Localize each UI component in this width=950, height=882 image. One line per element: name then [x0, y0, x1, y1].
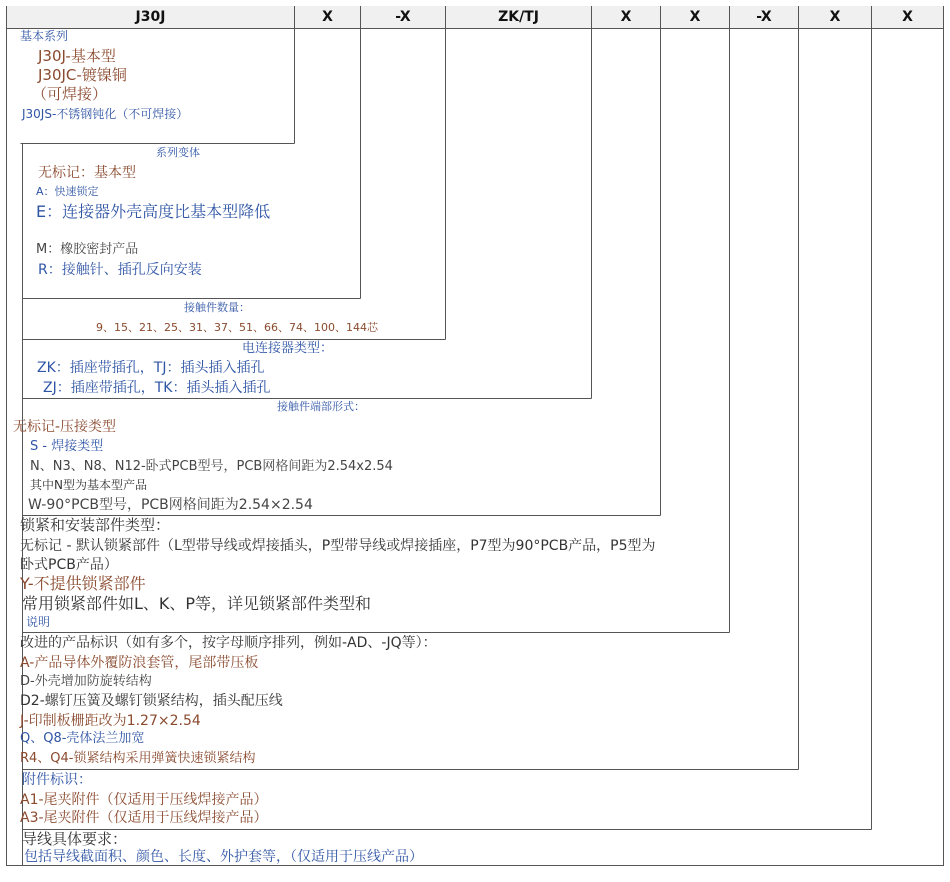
- variant-e: E：连接器外壳高度比基本型降低: [36, 202, 271, 221]
- improve-title: 改进的产品标识（如有多个，按字母顺序排列，例如-AD、-JQ等）：: [20, 635, 437, 651]
- accessory-a3: A3-尾夹附件（仅适用于压线焊接产品）: [20, 810, 268, 826]
- header-col-x1: X: [295, 6, 360, 28]
- improve-a: A-产品导体外覆防浪套管，尾部带压板: [20, 655, 259, 671]
- improve-d: D-外壳增加防旋转结构: [20, 674, 152, 689]
- header-col-x2: X: [592, 6, 660, 28]
- conn-type-line2: ZJ：插座带插孔，TK：插头插入插孔: [43, 380, 271, 396]
- series-basic: J30J-基本型: [38, 47, 116, 65]
- series-title: 基本系列: [20, 29, 69, 43]
- series-nickel-note: （可焊接）: [32, 85, 108, 103]
- lock-default-line2: 卧式PCB产品）: [20, 557, 118, 573]
- variant-a: A：快速锁定: [36, 185, 99, 198]
- header-col-minus-x2: -X: [730, 6, 798, 28]
- lock-default-line1: 无标记 - 默认锁紧部件（L型带导线或焊接插头，P型带导线或焊接插座，P7型为90°PCB产品，P5型为: [20, 538, 656, 554]
- header-col-zk-tj: ZK/TJ: [446, 6, 591, 28]
- header-col-x4: X: [799, 6, 871, 28]
- conn-type-title: 电连接器类型：: [242, 341, 334, 356]
- count-values: 9、15、21、25、31、37、51、66、74、100、144芯: [96, 321, 378, 334]
- termination-w: W-90°PCB型号，PCB网格间距为2.54×2.54: [28, 497, 313, 513]
- lock-note: 说明: [26, 615, 51, 629]
- count-title: 接触件数量：: [184, 301, 250, 314]
- accessory-a1: A1-尾夹附件（仅适用于压线焊接产品）: [20, 792, 268, 808]
- header-col-x5: X: [872, 6, 943, 28]
- termination-none: 无标记-压接类型: [13, 419, 117, 435]
- header-col-x3: X: [661, 6, 729, 28]
- lock-title: 锁紧和安装部件类型：: [20, 516, 171, 534]
- header-col-minus-x1: -X: [361, 6, 445, 28]
- series-stainless: J30JS-不锈钢钝化（不可焊接）: [22, 107, 189, 121]
- variant-title: 系列变体: [156, 146, 200, 159]
- improve-q: Q、Q8-壳体法兰加宽: [20, 731, 145, 746]
- header-col-j30j: J30J: [7, 6, 294, 28]
- variant-m: M：橡胶密封产品: [36, 242, 139, 257]
- lock-common: 常用锁紧部件如L、K、P等，详见锁紧部件类型和: [22, 594, 372, 613]
- variant-r: R：接触针、插孔反向安装: [38, 262, 202, 278]
- termination-title: 接触件端部形式：: [277, 400, 365, 413]
- series-nickel: J30JC-镀镍铜: [38, 66, 127, 84]
- improve-j: J-印制板栅距改为1.27×2.54: [20, 713, 201, 729]
- wire-title: 导线具体要求：: [22, 830, 128, 848]
- termination-n-basic: 其中N型为基本型产品: [30, 478, 147, 492]
- variant-none: 无标记：基本型: [38, 165, 136, 181]
- termination-n: N、N3、N8、N12-卧式PCB型号，PCB网格间距为2.54x2.54: [30, 459, 393, 474]
- conn-type-line1: ZK：插座带插孔，TJ：插头插入插孔: [37, 360, 265, 376]
- termination-s: S - 焊接类型: [30, 439, 104, 454]
- improve-r4: R4、Q4-锁紧结构采用弹簧快速锁紧结构: [20, 751, 256, 766]
- lock-y: Y-不提供锁紧部件: [20, 574, 146, 593]
- wire-detail: 包括导线截面积、颜色、长度、外护套等，（仅适用于压线产品）: [24, 849, 423, 865]
- accessory-title: 附件标识：: [22, 772, 92, 788]
- improve-d2: D2-螺钉压簧及螺钉锁紧结构，插头配压线: [20, 693, 283, 709]
